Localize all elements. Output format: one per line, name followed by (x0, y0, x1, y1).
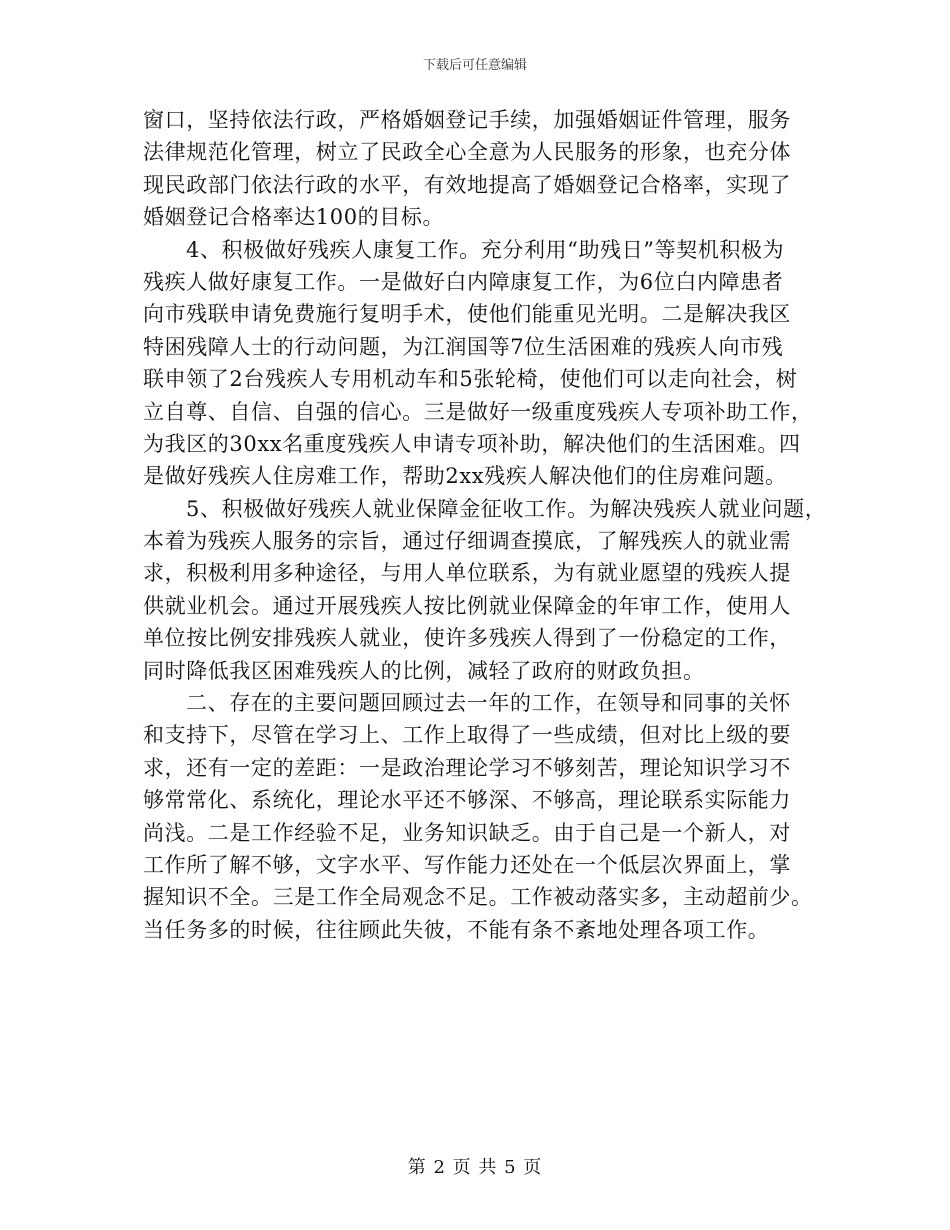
text-line: 现民政部门依法行政的水平，有效地提高了婚姻登记合格率，实现了 (143, 172, 791, 197)
page-header-note: 下载后可任意编辑 (422, 58, 527, 73)
text-line: 握知识不全。三是工作全局观念不足。工作被动落实多，主动超前少。 (143, 885, 813, 910)
text-line: 工作所了解不够，文字水平、写作能力还处在一个低层次界面上，掌 (143, 852, 791, 877)
text-line: 供就业机会。通过开展残疾人按比例就业保障金的年审工作，使用人 (143, 593, 791, 618)
text-line: 特困残障人士的行动问题，为江润国等7位生活困难的残疾人向市残 (143, 334, 784, 359)
text-line: 窗口，坚持依法行政，严格婚姻登记手续，加强婚姻证件管理，服务 (143, 108, 791, 132)
text-line: 二、存在的主要问题回顾过去一年的工作，在领导和同事的关怀 (186, 691, 791, 716)
text-line: 和支持下，尽管在学习上、工作上取得了一些成绩，但对比上级的要 (143, 723, 791, 748)
text-line: 立自尊、自信、自强的信心。三是做好一级重度残疾人专项补助工作， (143, 399, 813, 424)
text-line: 求，还有一定的差距：一是政治理论学习不够刻苦，理论知识学习不 (143, 755, 791, 780)
text-line: 为我区的30xx名重度残疾人申请专项补助，解决他们的生活困难。四 (143, 431, 801, 456)
text-line: 5、积极做好残疾人就业保障金征收工作。为解决残疾人就业问题， (186, 496, 827, 521)
text-line: 尚浅。二是工作经验不足，业务知识缺乏。由于自己是一个新人，对 (143, 820, 791, 845)
text-line: 是做好残疾人住房难工作，帮助2xx残疾人解决他们的住房难问题。 (143, 464, 787, 489)
text-line: 够常常化、系统化，理论水平还不够深、不够高，理论联系实际能力 (143, 788, 791, 813)
text-line: 同时降低我区困难残疾人的比例，减轻了政府的财政负担。 (143, 658, 705, 683)
text-line: 向市残联申请免费施行复明手术，使他们能重见光明。二是解决我区 (143, 302, 791, 327)
text-line: 本着为残疾人服务的宗旨，通过仔细调查摸底，了解残疾人的就业需 (143, 529, 791, 554)
text-line: 联申领了2台残疾人专用机动车和5张轮椅，使他们可以走向社会，树 (143, 367, 798, 392)
text-line: 单位按比例安排残疾人就业，使许多残疾人得到了一份稳定的工作， (143, 626, 791, 651)
text-line: 婚姻登记合格率达100的目标。 (143, 205, 445, 230)
text-line: 残疾人做好康复工作。一是做好白内障康复工作，为6位白内障患者 (143, 269, 784, 294)
page-number-footer: 第 2 页 共 5 页 (407, 1157, 543, 1178)
text-line: 法律规范化管理，树立了民政全心全意为人民服务的形象，也充分体 (143, 140, 791, 165)
text-line: 4、积极做好残疾人康复工作。充分利用“助残日”等契机积极为 (186, 237, 785, 262)
text-line: 当任务多的时候，往往顾此失彼，不能有条不紊地处理各项工作。 (143, 917, 770, 942)
document-body (143, 104, 827, 946)
text-line: 求，积极利用多种途径，与用人单位联系，为有就业愿望的残疾人提 (143, 561, 791, 586)
